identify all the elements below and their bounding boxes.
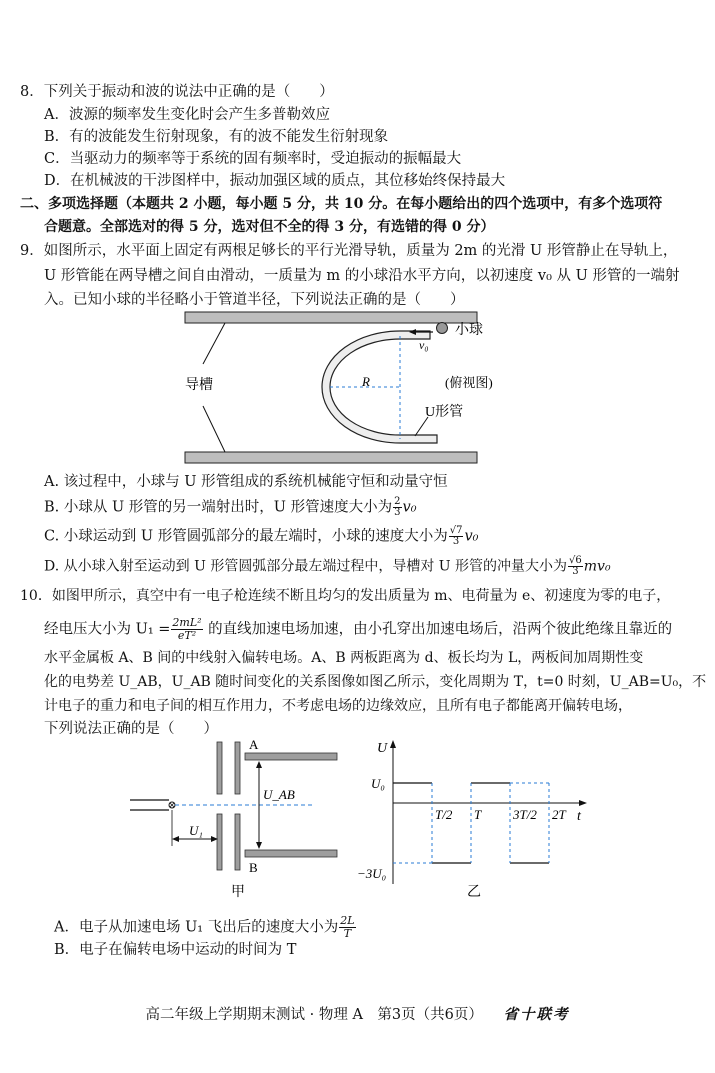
- q10-stem-line3: 水平金属板 A、B 间的中线射入偏转电场。A、B 两板距离为 d、板长均为 L，两板间加周期性变: [44, 650, 644, 666]
- q9-stem-line1: 9．如图所示，水平面上固定有两根足够长的平行光滑导轨，质量为 2m 的光滑 U 形管静止在导轨上，: [20, 243, 678, 259]
- q10-stem-line6: 下列说法正确的是（ ）: [44, 721, 218, 737]
- y-axis-arrow: [390, 740, 396, 748]
- q9-stem-line2: U 形管能在两导槽之间自由滑动，一质量为 m 的小球沿水平方向，以初速度 v₀ 从 U 形管的一端射: [44, 268, 680, 284]
- q9-c-num: √7: [449, 525, 463, 536]
- top-rail: [185, 312, 477, 323]
- ball-label: 小球: [455, 323, 483, 338]
- q10-u1-post: 的直线加速电场加速，由小孔穿出加速电场后，沿两个彼此绝缘且靠近的: [203, 621, 673, 638]
- v0-label: v₀: [419, 338, 429, 352]
- q9-c-frac: [449, 526, 464, 547]
- x-tick-label: 2T: [552, 807, 566, 822]
- q9-c-den: 3: [452, 536, 460, 547]
- groove-pointer-top: [203, 323, 225, 364]
- q9-c-pre: C. 小球运动到 U 形管圆弧部分的最左端时，小球的速度大小为: [44, 528, 448, 545]
- q10-stem-line1: 10．如图甲所示，真空中有一电子枪连续不断且均匀的发出质量为 m、电荷量为 e、初速度为零的电子，: [20, 588, 671, 604]
- x-tick-label: T: [474, 807, 482, 822]
- x-axis-arrow: [579, 800, 587, 806]
- q9-d-den: 3: [572, 566, 579, 577]
- q9-c-post: v₀: [464, 528, 479, 545]
- y-axis-label: U: [377, 741, 388, 756]
- accel-plate-left-top: [217, 742, 222, 794]
- yi-caption: 乙: [467, 885, 481, 900]
- footer-stamp: 省十联考: [503, 1007, 570, 1023]
- section2-title-line2: 合题意。全部选对的得 5 分，选对但不全的得 3 分，有选错的得 0 分）: [44, 219, 495, 235]
- neg3u0-tick-label: −3U₀: [357, 866, 387, 881]
- q10-u1-num: 2mL²: [172, 616, 202, 629]
- footer: [0, 1003, 715, 1024]
- plate-a: [245, 753, 337, 760]
- q10-stem-line5: 计电子的重力和电子间的相互作用力，不考虑电场的边缘效应，且所有电子都能离开偏转电场，: [44, 698, 632, 714]
- r-label: R: [362, 374, 370, 389]
- q10-a-pre: A．电子从加速电场 U₁ 飞出后的速度大小为: [54, 919, 339, 936]
- q8-option-a: A．波源的频率发生变化时会产生多普勒效应: [44, 107, 330, 123]
- view-label: (俯视图): [445, 375, 493, 390]
- q10-figure-jia: [125, 736, 350, 906]
- jia-caption: 甲: [231, 885, 245, 900]
- tube-label: U形管: [425, 405, 464, 420]
- q9-option-c: [44, 526, 478, 547]
- q9-b-pre: B. 小球从 U 形管的另一端射出时，U 形管速度大小为: [44, 499, 393, 516]
- q9-b-frac: [393, 497, 401, 518]
- q8-option-c: C．当驱动力的频率等于系统的固有频率时，受迫振动的振幅最大: [44, 151, 462, 167]
- accel-plate-left-bottom: [217, 814, 222, 870]
- q9-d-pre: D. 从小球入射至运动到 U 形管圆弧部分最左端过程中，导槽对 U 形管的冲量大小为: [44, 558, 568, 575]
- q9-d-post: mv₀: [583, 558, 611, 575]
- q9-option-d: [44, 556, 611, 577]
- q9-b-post: v₀: [402, 499, 417, 516]
- q10-u1-frac: [171, 617, 202, 642]
- plate-b-label: B: [249, 860, 258, 875]
- plate-b: [245, 850, 337, 857]
- q10-stem-line4: 化的电势差 U_AB，U_AB 随时间变化的关系图像如图乙所示，变化周期为 T，t=0 时刻，U_AB=U₀，不: [44, 674, 707, 690]
- x-tick-label: T/2: [435, 807, 453, 822]
- q10-u1-den: eT²: [177, 629, 197, 642]
- uab-label: U_AB: [263, 787, 295, 802]
- q10-a-frac: [339, 915, 355, 940]
- q10-option-b: B．电子在偏转电场中运动的时间为 T: [54, 942, 297, 958]
- q10-a-den: T: [343, 927, 352, 940]
- q9-option-b: [44, 497, 417, 518]
- accel-plate-right-top: [235, 742, 240, 794]
- groove-pointer-bottom: [203, 406, 225, 452]
- bottom-rail: [185, 452, 477, 463]
- x-tick-label: 3T/2: [513, 807, 537, 822]
- plate-a-label: A: [249, 737, 259, 752]
- groove-label: 导槽: [185, 378, 213, 393]
- accel-plate-right-bottom: [235, 814, 240, 870]
- q9-b-den: 3: [394, 507, 401, 518]
- q9-stem-line3: 入。已知小球的半径略小于管道半径，下列说法正确的是（ ）: [44, 292, 465, 308]
- q9-b-num: 2: [394, 496, 401, 507]
- q8-option-d: D．在机械波的干涉图样中，振动加强区域的质点，其位移始终保持最大: [44, 173, 506, 189]
- u1-label: U₁: [189, 823, 203, 838]
- q10-u1-pre: 经电压大小为 U₁ =: [44, 621, 171, 638]
- q9-d-num: √6: [569, 555, 582, 566]
- q9-d-frac: [568, 556, 583, 577]
- q8-stem: 8．下列关于振动和波的说法中正确的是（ ）: [20, 84, 334, 100]
- x-axis-label: t: [577, 809, 581, 824]
- section2-title-line1: 二、多项选择题（本题共 2 小题，每小题 5 分，共 10 分。在每小题给出的四个选项中，有多个选项符: [20, 196, 663, 212]
- q9-option-a: A. 该过程中，小球与 U 形管组成的系统机械能守恒和动量守恒: [44, 474, 448, 490]
- footer-text: 高二年级上学期期末测试 · 物理 A 第3页（共6页）: [145, 1007, 483, 1023]
- q10-figure-yi: [355, 736, 595, 906]
- q10-option-a: [54, 915, 357, 940]
- q10-a-num: 2L: [340, 914, 355, 927]
- ball: [437, 323, 448, 334]
- u0-tick-label: U₀: [371, 776, 385, 791]
- q10-stem-line2: [44, 617, 672, 642]
- q9-figure: [175, 306, 515, 471]
- q8-option-b: B．有的波能发生衍射现象，有的波不能发生衍射现象: [44, 129, 389, 145]
